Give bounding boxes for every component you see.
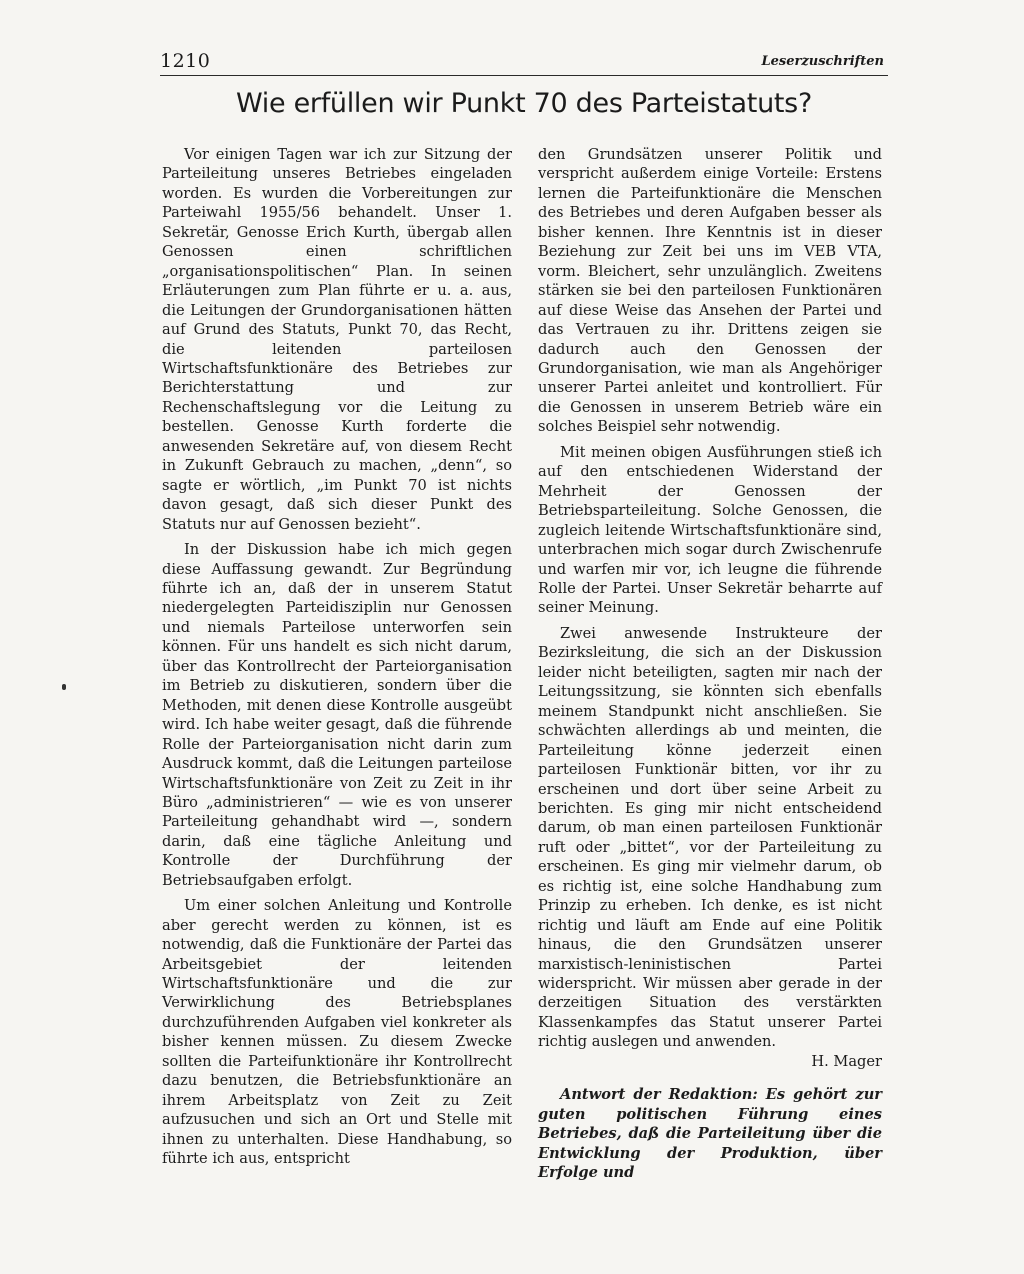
paragraph: Um einer solchen Anleitung und Kontrolle aber gerecht werden zu können, ist es notwendig, daß die Funktionäre der Partei das Arbeitsgebiet der leitenden Wirtschaftsfunktionäre und die zur Verwirklichung des Betriebsplanes durchzuführenden Aufgaben viel konkreter als bisher kennen müssen. Zu diesem Zwecke sollten die Parteifunktionäre ihr Kontrollrecht dazu benutzen, die Betriebsfunktionäre an ihrem Arbeitsplatz von Zeit zu Zeit aufzusuchen und sich an Ort und Stelle mit ihnen zu unterhalten. Diese Handhabung, so führte ich aus, entspricht <box>162 897 512 1168</box>
section-label: Leserzuschriften <box>761 54 884 69</box>
right-column <box>538 145 882 1189</box>
paragraph: Mit meinen obigen Ausführungen stieß ich auf den entschiedenen Widerstand der Mehrheit der Genossen der Betriebsparteileitung. Solche Genossen, die zugleich leitende Wirtschaftsfunktionäre sind, unterbrachen mich sogar durch Zwischenrufe und warfen mir vor, ich leugne die führende Rolle der Partei. Unser Sekretär beharrte auf seiner Meinung. <box>538 443 882 617</box>
paragraph: den Grundsätzen unserer Politik und verspricht außerdem einige Vorteile: Erstens lernen die Parteifunktionäre die Menschen des Betriebes und deren Aufgaben besser als bisher kennen. Ihre Kenntnis ist in dieser Beziehung zur Zeit bei uns im VEB VTA, vorm. Bleichert, sehr unzulänglich. Zweitens stärken sie bei den parteilosen Funktionären auf diese Weise das Ansehen der Partei und das Vertrauen zu ihr. Drittens zeigen sie dadurch auch den Genossen der Grundorganisation, wie man als Angehöriger unserer Partei anleitet und kontrolliert. Für die Genossen in unserem Betrieb wäre ein solches Beispiel sehr notwendig. <box>538 146 882 436</box>
signature: H. Mager <box>811 1052 882 1070</box>
print-speck <box>62 684 66 690</box>
article-title: Wie erfüllen wir Punkt 70 des Parteistatuts? <box>236 88 812 119</box>
editorial-response: Antwort der Redaktion: Es gehört zur guten politischen Führung eines Betriebes, daß die Parteileitung über die Entwicklung der Produktion, über Erfolge und <box>538 1086 882 1182</box>
left-column <box>162 145 512 1175</box>
paragraph: In der Diskussion habe ich mich gegen diese Auffassung gewandt. Zur Begründung führte ich an, daß der in unserem Statut niedergelegten Parteidisziplin nur Genossen und niemals Parteilose unterworfen sein können. Für uns handelt es sich nicht darum, über das Kontrollrecht der Parteiorganisation im Betrieb zu diskutieren, sondern über die Methoden, mit denen diese Kontrolle ausgeübt wird. Ich habe weiter gesagt, daß die führende Rolle der Parteiorganisation nicht darin zum Ausdruck kommt, daß die Leitungen parteilose Wirtschaftsfunktionäre von Zeit zu Zeit in ihr Büro „administrieren“ — wie es von unserer Parteileitung gehandhabt wird —, sondern darin, daß eine tägliche Anleitung und Kontrolle der Durchführung der Betriebsaufgaben erfolgt. <box>162 541 512 889</box>
paragraph: Vor einigen Tagen war ich zur Sitzung der Parteileitung unseres Betriebes eingeladen worden. Es wurden die Vorbereitungen zur Parteiwahl 1955/56 behandelt. Unser 1. Sekretär, Genosse Erich Kurth, übergab allen Genossen einen schriftlichen „organisationspolitischen“ Plan. In seinen Erläuterungen zum Plan führte er u. a. aus, die Leitungen der Grundorganisationen hätten auf Grund des Statuts, Punkt 70, das Recht, die leitenden parteilosen Wirtschaftsfunktionäre des Betriebes zur Berichterstattung und zur Rechenschaftslegung vor die Leitung zu bestellen. Genosse Kurth forderte die anwesenden Sekretäre auf, von diesem Recht in Zukunft Gebrauch zu machen, „denn“, so sagte er wörtlich, „im Punkt 70 ist nichts davon gesagt, daß sich dieser Punkt des Statuts nur auf Genossen bezieht“. <box>162 146 512 533</box>
paragraph: Zwei anwesende Instrukteure der Bezirksleitung, die sich an der Diskussion leider nicht beteiligten, sagten mir nach der Leitungssitzung, sie könnten sich ebenfalls meinem Standpunkt nicht anschließen. Sie schwächten allerdings ab und meinten, die Parteileitung könne jederzeit einen parteilosen Funktionär bitten, vor ihr zu erscheinen und dort über seine Arbeit zu berichten. Es ging mir nicht entscheidend darum, ob man einen parteilosen Funktionär ruft oder „bittet“, vor der Parteileitung zu erscheinen. Es ging mir vielmehr darum, ob es richtig ist, eine solche Handhabung zum Prinzip zu erheben. Ich denke, es ist nicht richtig und läuft am Ende auf eine Politik hinaus, die den Grundsätzen unserer marxistisch-leninistischen Partei widerspricht. Wir müssen aber gerade in der derzeitigen Situation des verstärkten Klassenkampfes das Statut unserer Partei richtig auslegen und anwenden. <box>538 624 882 1051</box>
header-rule <box>160 75 888 76</box>
page-number: 1210 <box>160 50 211 72</box>
